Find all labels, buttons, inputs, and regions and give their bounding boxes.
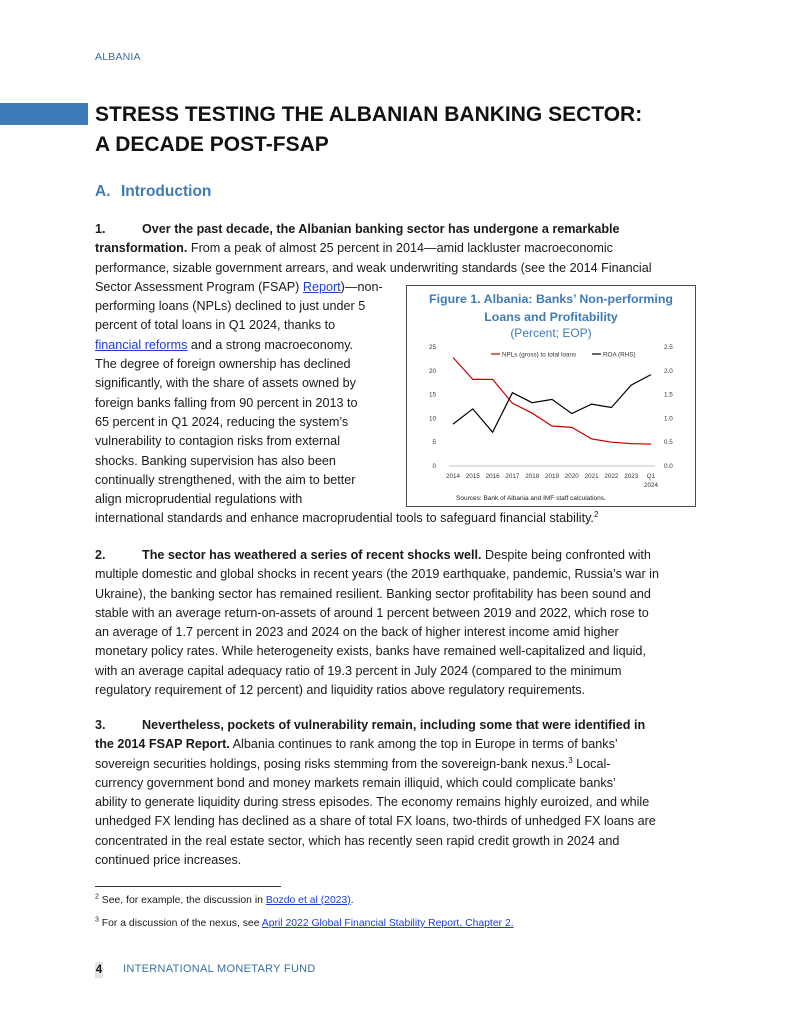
text-line: vulnerability to contagion risks from external: [95, 434, 340, 449]
text-line: multiple domestic and global shocks in recent years (the 2019 earthquake, pandemic, Russia’s war in: [95, 567, 659, 582]
y-left-tick-label: 10: [428, 415, 436, 423]
x-tick-label: 2022: [604, 473, 619, 480]
figure-title-line-1: Figure 1. Albania: Banks’ Non-performing: [429, 292, 673, 306]
footnote-divider: [95, 886, 281, 887]
text-line: Despite being confronted with: [481, 548, 651, 562]
section-title: Introduction: [121, 183, 212, 200]
y-left-tick-label: 5: [432, 439, 436, 447]
y-left-tick-label: 25: [428, 344, 436, 351]
page-number: 4: [95, 964, 103, 976]
gfsr-link[interactable]: April 2022 Global Financial Stability Report, Chapter 2.: [261, 918, 514, 929]
text-line: Sector Assessment Program (FSAP): [95, 279, 303, 294]
x-tick-label: 2014: [445, 473, 461, 480]
text-line: continually strengthened, with the aim to better: [95, 472, 356, 487]
text-line: 65 percent in Q1 2024, reducing the system’s: [95, 414, 349, 429]
page-title-line-1: STRESS TESTING THE ALBANIAN BANKING SECTOR:: [95, 103, 643, 126]
text-line: foreign banks falling from 90 percent in 2013 to: [95, 395, 358, 410]
x-tick-label: 2017: [505, 473, 520, 480]
footnote-text: For a discussion of the nexus, see: [98, 918, 262, 929]
footnote-text: See, for example, the discussion in: [98, 895, 266, 906]
text-line: sovereign securities holdings, posing risks stemming from the sovereign-bank nexus.: [95, 756, 569, 771]
text-line: with an average capital adequacy ratio of 19.3 percent in July 2024 (compared to the minimum: [95, 663, 622, 678]
text-line: regulatory requirement of 12 percent) and liquidity ratios above regulatory requirements.: [95, 683, 586, 698]
paragraph-lead-end: the 2014 FSAP Report.: [95, 737, 230, 752]
footnote-ref-3[interactable]: 3: [568, 755, 573, 765]
y-right-tick-label: 2.0: [664, 367, 673, 375]
title-accent-bar: [0, 103, 88, 125]
text-line: and a strong macroeconomy.: [187, 337, 354, 352]
paragraph-number: 1.: [95, 222, 106, 236]
paragraph-2: [95, 546, 659, 700]
footer-publisher: INTERNATIONAL MONETARY FUND: [123, 963, 316, 975]
y-right-tick-label: 1.5: [664, 391, 673, 399]
x-tick-label: Q1: [646, 473, 656, 480]
text-line: currency government bond and money markets remain illiquid, which could complicate banks’: [95, 775, 616, 790]
y-left-tick-label: 20: [428, 367, 436, 375]
paragraph-lead: The sector has weathered a series of recent shocks well.: [142, 548, 482, 562]
text-line: significantly, with the share of assets owned by: [95, 376, 356, 391]
x-tick-label: 2018: [525, 473, 540, 480]
running-head: ALBANIA: [95, 51, 141, 63]
text-line: shocks. Banking supervision has also been: [95, 453, 336, 468]
bozdo-link[interactable]: Bozdo et al (2023): [265, 895, 351, 906]
y-right-tick-label: 2.5: [664, 344, 673, 351]
paragraph-lead: Nevertheless, pockets of vulnerability remain, including some that were identified in: [142, 718, 646, 732]
text-line: Local-: [572, 756, 611, 771]
text-line: Albania continues to rank among the top in Europe in terms of banks’: [229, 737, 618, 752]
text-line: From a peak of almost 25 percent in 2014—amid lackluster macroeconomic: [187, 241, 613, 256]
text-line: stable with an average return-on-assets of around 1 percent between 2019 and 2022, which rose to: [95, 605, 649, 620]
y-right-tick-label: 1.0: [664, 415, 673, 423]
text-line: align microprudential regulations with: [95, 492, 303, 507]
section-heading: [95, 183, 211, 201]
footnote-3: [95, 918, 514, 929]
text-line: international standards and enhance macroprudential tools to safeguard financial stability.: [95, 511, 594, 526]
footnote-ref-2[interactable]: 2: [593, 510, 599, 520]
fsap-report-link[interactable]: Report: [302, 279, 341, 294]
legend-label: NPLs (gross) to total loans: [502, 351, 577, 359]
figure-subtitle: (Percent; EOP): [510, 326, 592, 340]
page-title: [95, 100, 735, 160]
x-tick-label: 2019: [544, 473, 560, 480]
text-line: The degree of foreign ownership has declined: [95, 357, 351, 372]
footnote-2: [95, 895, 354, 906]
figure-title-line-2: Loans and Profitability: [484, 310, 618, 324]
y-left-tick-label: 0: [432, 463, 436, 470]
footnote-number: 2: [95, 893, 99, 901]
y-right-tick-label: 0.0: [664, 463, 673, 470]
text-line: unhedged FX lending has declined as a share of total FX loans, two-thirds of unhedged FX loans are: [95, 814, 656, 829]
text-line: an average of 1.7 percent in 2023 and 2024 on the back of higher interest income amid higher: [95, 625, 619, 640]
x-tick-label: 2020: [564, 473, 579, 480]
page-title-line-2: A DECADE POST-FSAP: [95, 133, 329, 156]
x-tick-label: 2015: [465, 473, 480, 480]
text-line: concentrated in the real estate sector, which has recently seen rapid credit growth in 2024 and: [95, 833, 620, 848]
paragraph-number: 3.: [95, 718, 106, 732]
x-tick-label: 2021: [584, 473, 599, 480]
text-line: performance, sizable government arrears, and weak underwriting standards (see the 2014 Financial: [95, 260, 652, 275]
footnote-text: .: [350, 895, 354, 906]
figure-1: [406, 285, 696, 507]
paragraph-lead-end: transformation.: [95, 241, 188, 256]
y-left-tick-label: 15: [428, 391, 436, 399]
paragraph-3: [95, 716, 656, 870]
section-letter: A.: [95, 183, 111, 200]
paragraph-lead: Over the past decade, the Albanian banking sector has undergone a remarkable: [142, 222, 620, 236]
text-line: percent of total loans in Q1 2024, thanks to: [95, 318, 336, 333]
text-line: ability to generate liquidity during stress episodes. The economy remains highly euroized, and while: [95, 795, 650, 810]
paragraph-number: 2.: [95, 548, 106, 562]
text-line: performing loans (NPLs) declined to just under 5: [95, 299, 366, 314]
footnote-number: 3: [95, 916, 99, 924]
text-line: monetary policy rates. While heterogeneity exists, banks have remained well-capitalized and liquid,: [95, 644, 646, 659]
figure-title: [407, 290, 695, 326]
series-line-roa: [453, 375, 651, 433]
legend-label: ROA (RHS): [603, 351, 636, 359]
text-line: )—non-: [340, 279, 383, 294]
text-line: Ukraine), the banking sector has remained resilient. Banking sector profitability has been sound and: [95, 586, 651, 601]
x-tick-sublabel: 2024: [643, 482, 659, 489]
figure-source: Sources: Bank of Albania and IMF staff calculations.: [456, 495, 606, 502]
text-line: continued price increases.: [95, 853, 242, 868]
financial-reforms-link[interactable]: financial reforms: [95, 337, 188, 352]
x-tick-label: 2016: [485, 473, 500, 480]
series-line-npl: [453, 358, 651, 445]
y-right-tick-label: 0.5: [664, 439, 673, 447]
x-tick-label: 2023: [624, 473, 639, 480]
